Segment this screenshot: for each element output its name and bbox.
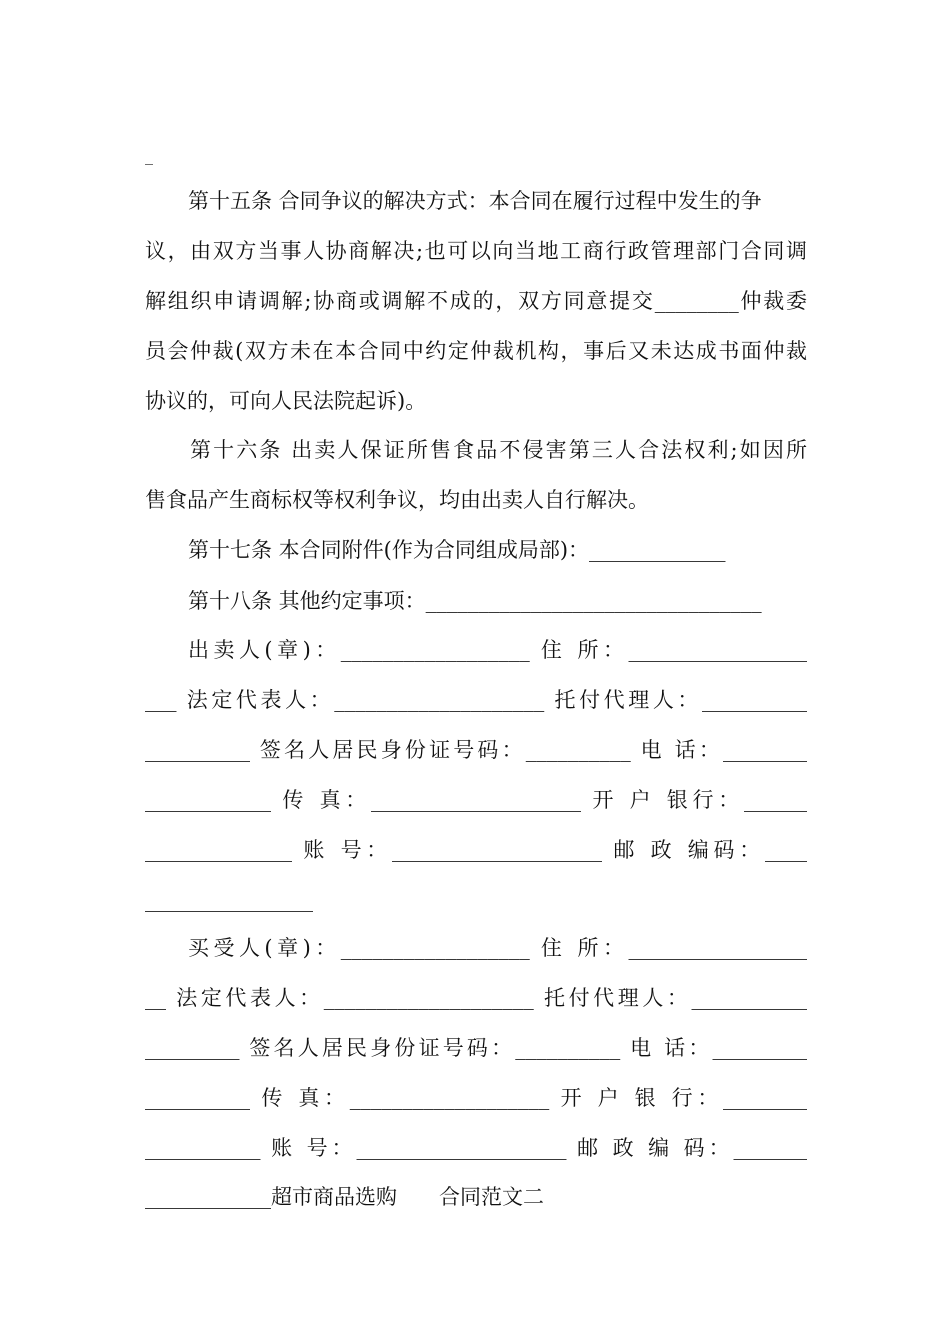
article-16-line-1: 第十六条 出卖人保证所售食品不侵害第三人合法权利;如因所	[190, 438, 807, 462]
buyer-line-3: _________ 签名人居民身份证号码：__________ 电 话：_________	[145, 1036, 807, 1060]
buyer-line-4: __________ 传 真：___________________ 开 户 银 行：________	[145, 1086, 807, 1110]
article-15-line-1: 第十五条 合同争议的解决方式：本合同在履行过程中发生的争	[188, 189, 762, 213]
seller-line-5: ______________ 账 号：____________________ 邮 政 编码：____	[145, 838, 807, 862]
buyer-line-5: ___________ 账 号：____________________ 邮 政 编 码：_______	[145, 1136, 807, 1160]
seller-line-3: __________ 签名人居民身份证号码：__________ 电 话：________	[145, 738, 807, 762]
article-16-line-2: 售食品产生商标权等权利争议，均由出卖人自行解决。	[145, 488, 649, 512]
seller-line-1: 出卖人(章)：__________________ 住 所：_________________	[188, 638, 807, 662]
seller-line-4: ____________ 传 真：____________________ 开 户 银行：______	[145, 788, 807, 812]
buyer-line-1: 买受人(章)：__________________ 住 所：_________________	[188, 936, 807, 960]
seller-line-6: ________________	[145, 888, 313, 912]
article-17: 第十七条 本合同附件(作为合同组成局部)：_____________	[188, 538, 726, 562]
next-contract-heading: ____________超市商品选购 合同范文二	[145, 1185, 544, 1209]
buyer-line-2: __ 法定代表人：____________________ 托付代理人：___________	[145, 986, 807, 1010]
top-mark: _	[145, 146, 153, 165]
article-18: 第十八条 其他约定事项：________________________________	[188, 589, 762, 613]
article-15-line-2: 议，由双方当事人协商解决;也可以向当地工商行政管理部门合同调	[145, 239, 807, 263]
article-15-line-5: 协议的，可向人民法院起诉)。	[145, 389, 427, 413]
article-15-line-4: 员会仲裁(双方未在本合同中约定仲裁机构，事后又未达成书面仲裁	[145, 339, 807, 363]
seller-line-2: ___ 法定代表人：____________________ 托付代理人：__________	[145, 688, 807, 712]
article-15-line-3: 解组织申请调解;协商或调解不成的，双方同意提交________仲裁委	[145, 289, 807, 313]
